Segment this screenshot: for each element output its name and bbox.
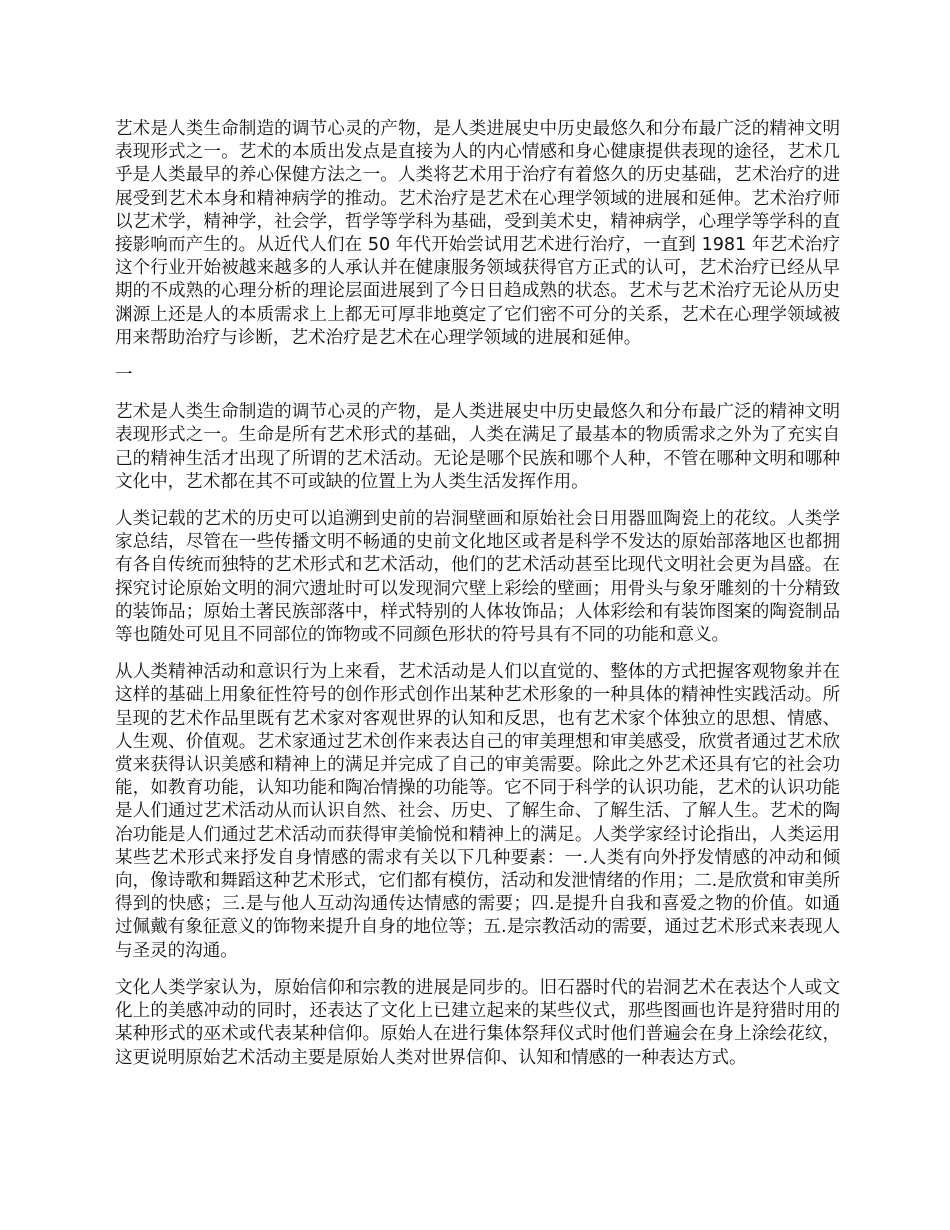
body-paragraph-4: 文化人类学家认为，原始信仰和宗教的进展是同步的。旧石器时代的岩洞艺术在表达个人或文化上的美感冲动的同时，还表达了文化上已建立起来的某些仪式，那些图画也许是狩猎时用的某种形式的巫术或代表某种信仰。原始人在进行集体祭拜仪式时他们普遍会在身上涂绘花纹，这更说明原始艺术活动主要是原始人类对世界信仰、认知和情感的一种表达方式。 xyxy=(115,977,840,1068)
body-paragraph-1: 艺术是人类生命制造的调节心灵的产物，是人类进展史中历史最悠久和分布最广泛的精神文明表现形式之一。生命是所有艺术形式的基础，人类在满足了最基本的物质需求之外为了充实自己的精神生活才出现了所谓的艺术活动。无论是哪个民族和哪个人种，不管在哪种文明和哪种文化中，艺术都在其不可或缺的位置上为人类生活发挥作用。 xyxy=(115,402,840,492)
body-paragraph-2: 人类记载的艺术的历史可以追溯到史前的岩洞壁画和原始社会日用器皿陶瓷上的花纹。人类学家总结，尽管在一些传播文明不畅通的史前文化地区或者是科学不发达的原始部落地区也都拥有各自传统而独特的艺术形式和艺术活动，他们的艺术活动甚至比现代文明社会更为昌盛。在探究讨论原始文明的洞穴遗址时可以发现洞穴壁上彩绘的壁画；用骨头与象牙雕刻的十分精致的装饰品；原始土著民族部落中，样式特别的人体妆饰品；人体彩绘和有装饰图案的陶瓷制品等也随处可见且不同部位的饰物或不同颜色形状的符号具有不同的功能和意义。 xyxy=(115,509,840,646)
intro-paragraph: 艺术是人类生命制造的调节心灵的产物，是人类进展史中历史最悠久和分布最广泛的精神文明表现形式之一。艺术的本质出发点是直接为人的内心情感和身心健康提供表现的途径，艺术几乎是人类最早的养心保健方法之一。人类将艺术用于治疗有着悠久的历史基础，艺术治疗的进展受到艺术本身和精神病学的推动。艺术治疗是艺术在心理学领域的进展和延伸。艺术治疗师以艺术学，精神学，社会学，哲学等学科为基础，受到美术史，精神病学，心理学等学科的直接影响而产生的。从近代人们在 50 年代开始尝试用艺术进行治疗，一直到 1981 年艺术治疗这个行业开始被越来越多的人承认并在健康服务领域获得官方正式的认可，艺术治疗已经从早期的不成熟的心理分析的理论层面进展到了今日日趋成熟的状态。艺术与艺术治疗无论从历史渊源上还是人的本质需求上上都无可厚非地奠定了它们密不可分的关系，艺术在心理学领域被用来帮助治疗与诊断，艺术治疗是艺术在心理学领域的进展和延伸。 xyxy=(115,119,840,348)
section-marker: 一 xyxy=(115,365,133,386)
document-body xyxy=(115,118,840,1084)
body-paragraph-3: 从人类精神活动和意识行为上来看，艺术活动是人们以直觉的、整体的方式把握客观物象并在这样的基础上用象征性符号的创作形式创作出某种艺术形象的一种具体的精神性实践活动。所呈现的艺术作品里既有艺术家对客观世界的认知和反思，也有艺术家个体独立的思想、情感、人生观、价值观。艺术家通过艺术创作来表达自己的审美理想和审美感受，欣赏者通过艺术欣赏来获得认识美感和精神上的满足并完成了自己的审美需要。除此之外艺术还具有它的社会功能，如教育功能，认知功能和陶冶情操的功能等。它不同于科学的认识功能，艺术的认识功能是人们通过艺术活动从而认识自然、社会、历史、了解生命、了解生活、了解人生。艺术的陶冶功能是人们通过艺术活动而获得审美愉悦和精神上的满足。人类学家经讨论指出，人类运用某些艺术形式来抒发自身情感的需求有关以下几种要素：一.人类有向外抒发情感的冲动和倾向，像诗歌和舞蹈这种艺术形式，它们都有模仿，活动和发泄情绪的作用；二.是欣赏和审美所得到的快感；三.是与他人互动沟通传达情感的需要；四.是提升自我和喜爱之物的价值。如通过佩戴有象征意义的饰物来提升自身的地位等；五.是宗教活动的需要，通过艺术形式来表现人与圣灵的沟通。 xyxy=(115,662,840,961)
